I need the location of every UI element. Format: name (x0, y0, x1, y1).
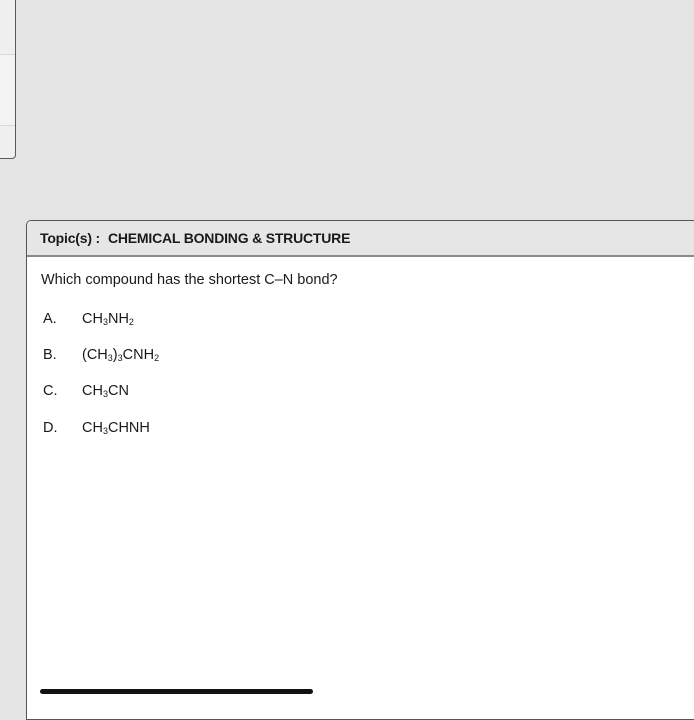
side-panel (0, 0, 16, 159)
side-panel-band (0, 54, 15, 126)
option-formula: $CH_3NH_2$ (82, 311, 134, 327)
topic-value: CHEMICAL BONDING & STRUCTURE (107, 230, 351, 246)
option-d[interactable] (43, 420, 150, 436)
option-a[interactable] (43, 311, 134, 327)
option-c[interactable] (43, 383, 129, 399)
option-formula: $CH_3CHNH$ (82, 420, 150, 436)
topic-header (27, 221, 694, 257)
question-text: Which compound has the shortest C–N bond? (41, 272, 338, 288)
option-b[interactable] (43, 347, 159, 363)
option-letter: B. (43, 347, 57, 363)
topic-label: Topic(s) : (40, 230, 100, 246)
home-indicator[interactable] (40, 689, 313, 694)
option-letter: D. (43, 420, 58, 436)
option-letter: A. (43, 311, 57, 327)
question-card (26, 220, 694, 720)
option-formula: $(CH_3)_3CNH_2$ (82, 347, 160, 363)
option-letter: C. (43, 383, 58, 399)
option-formula: $CH_3CN$ (82, 383, 129, 399)
